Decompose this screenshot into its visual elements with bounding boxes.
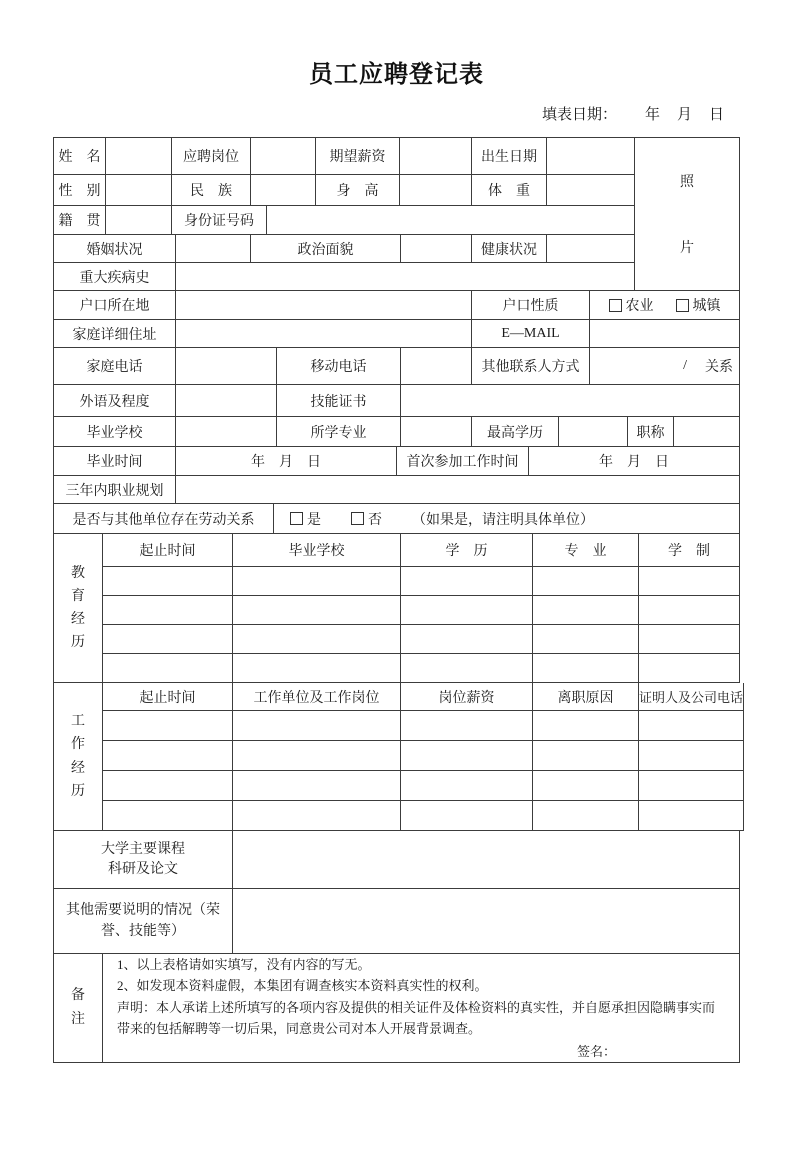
home-address-label: 家庭详细住址: [54, 320, 176, 348]
other-contact-input-cell[interactable]: [590, 348, 740, 385]
page-title: 员工应聘登记表: [309, 61, 484, 88]
work-row-cell[interactable]: [639, 801, 744, 831]
remark-line-1: 1、以上表格请如实填写，没有内容的写无。: [117, 956, 371, 972]
fill-date-fields: [645, 103, 740, 124]
email-input-cell[interactable]: [590, 320, 740, 348]
work-row-cell[interactable]: [103, 711, 233, 741]
job-title-input-cell[interactable]: [674, 417, 740, 447]
edu-row-cell[interactable]: [103, 567, 233, 596]
work-row-cell[interactable]: [103, 801, 233, 831]
skill-certificate-input-cell[interactable]: [401, 385, 740, 417]
first-work-time-label: 首次参加工作时间: [397, 447, 529, 476]
work-row-cell[interactable]: [533, 741, 639, 771]
courses-label: [54, 831, 233, 889]
fill-date-label: 填表日期：: [541, 107, 617, 123]
weight-label: 体 重: [472, 175, 547, 206]
work-header-leave-reason: 离职原因: [533, 683, 639, 711]
home-phone-label: 家庭电话: [54, 348, 176, 385]
labor-relation-note: （如果是，请注明具体单位）: [412, 512, 594, 528]
labor-no-label: 否: [368, 512, 382, 528]
edu-header-degree: 学 历: [401, 534, 533, 567]
gender-input-cell[interactable]: [106, 175, 172, 206]
weight-input-cell[interactable]: [547, 175, 635, 206]
graduate-school-label: 毕业学校: [54, 417, 176, 447]
edu-row-cell[interactable]: [103, 625, 233, 654]
checkbox-agricultural[interactable]: [609, 295, 654, 315]
height-label: 身 高: [316, 175, 400, 206]
health-status-label: 健康状况: [472, 235, 547, 263]
other-notes-input-cell[interactable]: [233, 889, 740, 954]
edu-row-cell[interactable]: [103, 596, 233, 625]
major-disease-history-label: 重大疾病史: [54, 263, 176, 291]
major-input-cell[interactable]: [401, 417, 472, 447]
birth-date-label: 出生日期: [472, 138, 547, 175]
edu-row-cell[interactable]: [401, 654, 533, 683]
name-input-cell[interactable]: [106, 138, 172, 175]
courses-label-line2: 科研及论文: [108, 861, 178, 877]
edu-row-cell[interactable]: [639, 625, 740, 654]
work-row-cell[interactable]: [103, 741, 233, 771]
mobile-phone-input-cell[interactable]: [401, 348, 472, 385]
courses-label-line1: 大学主要课程: [101, 841, 185, 857]
health-status-input-cell[interactable]: [547, 235, 635, 263]
political-status-input-cell[interactable]: [401, 235, 472, 263]
household-type-options: [590, 291, 740, 320]
native-place-label: 籍 贯: [54, 206, 106, 235]
home-address-input-cell[interactable]: [176, 320, 472, 348]
checkbox-icon[interactable]: [609, 299, 622, 312]
edu-row-cell[interactable]: [533, 654, 639, 683]
work-row-cell[interactable]: [639, 711, 744, 741]
edu-row-cell[interactable]: [639, 654, 740, 683]
foreign-language-input-cell[interactable]: [176, 385, 277, 417]
contact-slash-separator: /: [683, 358, 687, 373]
fill-date-year[interactable]: 年: [644, 107, 660, 123]
labor-yes-label: 是: [307, 512, 321, 528]
id-number-input-cell[interactable]: [267, 206, 635, 235]
work-row-cell[interactable]: [533, 771, 639, 801]
apply-position-input-cell[interactable]: [251, 138, 316, 175]
foreign-language-label: 外语及程度: [54, 385, 176, 417]
political-status-label: 政治面貌: [251, 235, 401, 263]
other-contact-label: 其他联系人方式: [472, 348, 590, 385]
first-work-time-input-cell[interactable]: 年 月 日: [529, 447, 740, 476]
edu-row-cell[interactable]: [233, 596, 401, 625]
form-page: [0, 54, 793, 1063]
work-row-cell[interactable]: [533, 711, 639, 741]
remark-line-2: 2、如发现本资料虚假，本集团有调查核实本资料真实性的权利。: [117, 978, 488, 994]
household-location-label: 户口所在地: [54, 291, 176, 320]
edu-row-cell[interactable]: [639, 567, 740, 596]
edu-row-cell[interactable]: [401, 625, 533, 654]
checkbox-urban-label: 城镇: [692, 299, 721, 314]
birth-date-input-cell[interactable]: [547, 138, 635, 175]
work-section: [54, 683, 744, 831]
education-section: [54, 534, 740, 683]
name-label: 姓 名: [54, 138, 106, 175]
checkbox-labor-yes[interactable]: [290, 509, 321, 529]
native-place-input-cell[interactable]: [106, 206, 172, 235]
work-row-cell[interactable]: [401, 711, 533, 741]
edu-row-cell[interactable]: [401, 567, 533, 596]
edu-row-cell[interactable]: [533, 625, 639, 654]
photo-label-bottom: 片: [680, 241, 694, 256]
education-section-label: 教育经历: [54, 534, 103, 683]
mobile-phone-label: 移动电话: [277, 348, 401, 385]
remark-label: 备注: [54, 954, 103, 1063]
work-row-cell[interactable]: [401, 771, 533, 801]
apply-position-label: 应聘岗位: [172, 138, 251, 175]
edu-row-cell[interactable]: [533, 567, 639, 596]
application-form-table: [53, 137, 744, 1063]
major-label: 所学专业: [277, 417, 401, 447]
fill-date-month[interactable]: 月: [676, 107, 692, 123]
work-header-salary: 岗位薪资: [401, 683, 533, 711]
fill-date-day[interactable]: 日: [708, 107, 724, 123]
edu-header-school: 毕业学校: [233, 534, 401, 567]
edu-row-cell[interactable]: [103, 654, 233, 683]
courses-input-cell[interactable]: [233, 831, 740, 889]
job-title-label: 职称: [628, 417, 674, 447]
checkbox-icon[interactable]: [676, 299, 689, 312]
graduation-time-input-cell[interactable]: 年 月 日: [176, 447, 397, 476]
id-number-label: 身份证号码: [172, 206, 267, 235]
checkbox-icon[interactable]: [351, 512, 364, 525]
checkbox-agricultural-label: 农业: [625, 299, 654, 314]
work-row-cell[interactable]: [533, 801, 639, 831]
career-plan-label: 三年内职业规划: [54, 476, 176, 504]
marital-status-input-cell[interactable]: [176, 235, 251, 263]
remark-content: [103, 954, 740, 1063]
work-section-label: 工作经历: [54, 683, 103, 831]
fill-date-line: [53, 103, 740, 124]
expected-salary-label: 期望薪资: [316, 138, 400, 175]
major-disease-history-input-cell[interactable]: [176, 263, 635, 291]
expected-salary-input-cell[interactable]: [400, 138, 472, 175]
household-type-label: 户口性质: [472, 291, 590, 320]
work-row-cell[interactable]: [233, 711, 401, 741]
remark-declaration: 声明：本人承诺上述所填写的各项内容及提供的相关证件及体检资料的真实性，并自愿承担因隐瞒事实而带来的包括解聘等一切后果，同意贵公司对本人开展背景调查。: [117, 999, 716, 1037]
highest-education-input-cell[interactable]: [559, 417, 628, 447]
ethnicity-label: 民 族: [172, 175, 251, 206]
work-row-cell[interactable]: [639, 741, 744, 771]
work-row-cell[interactable]: [639, 771, 744, 801]
contact-relation-label: 关系: [705, 360, 733, 375]
home-phone-input-cell[interactable]: [176, 348, 277, 385]
top-section: [54, 138, 740, 291]
work-row-cell[interactable]: [401, 801, 533, 831]
marital-status-label: 婚姻状况: [54, 235, 176, 263]
work-header-employer: 工作单位及工作岗位: [233, 683, 401, 711]
work-row-cell[interactable]: [233, 771, 401, 801]
edu-row-cell[interactable]: [533, 596, 639, 625]
graduate-school-input-cell[interactable]: [176, 417, 277, 447]
labor-relation-options: [274, 504, 740, 534]
work-row-cell[interactable]: [401, 741, 533, 771]
edu-header-period: 起止时间: [103, 534, 233, 567]
checkbox-urban[interactable]: [676, 295, 721, 315]
work-header-reference: 证明人及公司电话: [639, 683, 744, 711]
checkbox-icon[interactable]: [290, 512, 303, 525]
edu-row-cell[interactable]: [233, 625, 401, 654]
signature-label[interactable]: 签名：: [577, 1043, 617, 1059]
edu-row-cell[interactable]: [401, 596, 533, 625]
edu-header-duration: 学 制: [639, 534, 740, 567]
photo-cell: [635, 138, 740, 291]
labor-relation-label: 是否与其他单位存在劳动关系: [54, 504, 274, 534]
edu-row-cell[interactable]: [639, 596, 740, 625]
email-label: E—MAIL: [472, 320, 590, 348]
other-notes-label: 其他需要说明的情况（荣誉、技能等）: [54, 889, 233, 954]
highest-education-label: 最高学历: [472, 417, 559, 447]
photo-label-top: 照: [680, 175, 694, 190]
graduation-time-label: 毕业时间: [54, 447, 176, 476]
edu-row-cell[interactable]: [233, 654, 401, 683]
checkbox-labor-no[interactable]: [351, 509, 382, 529]
edu-header-major: 专 业: [533, 534, 639, 567]
edu-row-cell[interactable]: [233, 567, 401, 596]
height-input-cell[interactable]: [400, 175, 472, 206]
skill-certificate-label: 技能证书: [277, 385, 401, 417]
work-row-cell[interactable]: [233, 741, 401, 771]
gender-label: 性 别: [54, 175, 106, 206]
work-row-cell[interactable]: [103, 771, 233, 801]
household-location-input-cell[interactable]: [176, 291, 472, 320]
work-header-period: 起止时间: [103, 683, 233, 711]
work-row-cell[interactable]: [233, 801, 401, 831]
career-plan-input-cell[interactable]: [176, 476, 740, 504]
ethnicity-input-cell[interactable]: [251, 175, 316, 206]
